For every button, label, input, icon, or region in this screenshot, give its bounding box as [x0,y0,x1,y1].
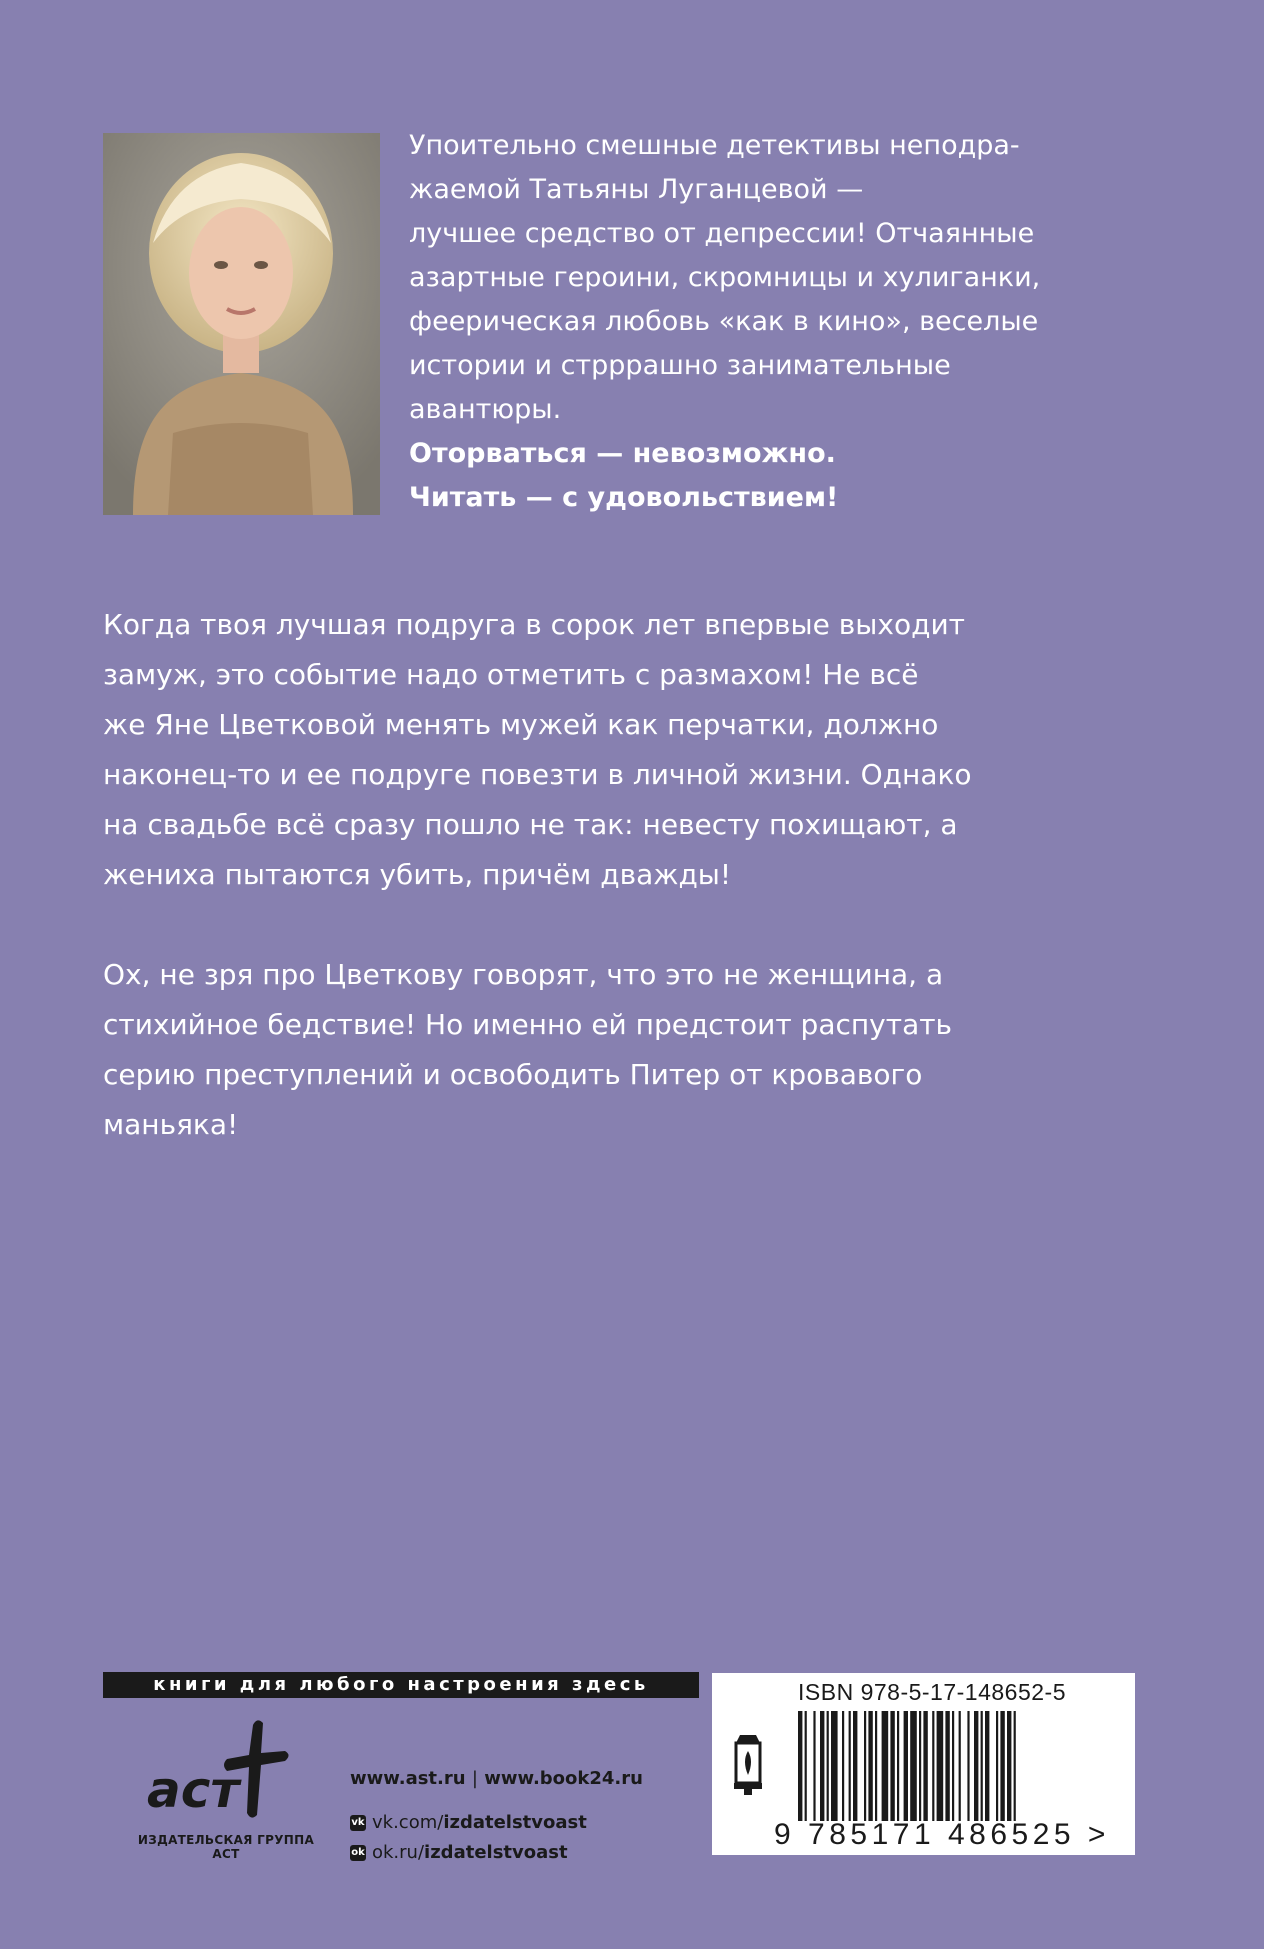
barcode-bars [798,1711,1098,1821]
description-line: на свадьбе всё сразу пошло не так: невесту похищают, а [103,808,958,841]
barcode-bar [897,1711,899,1821]
barcode-bar [985,1711,989,1821]
description-line: маньяка! [103,1108,239,1141]
intro-line: Упоительно смешные детективы неподра- [409,130,1020,161]
barcode-bar [813,1711,815,1821]
description-paragraph-2 [103,950,1103,1150]
intro-line: лучшее средство от депрессии! Отчаянные [409,218,1035,249]
intro-text [409,124,1089,520]
barcode-bar [805,1711,807,1821]
ok-prefix: ok.ru/ [372,1842,425,1863]
isbn-number: ISBN 978-5-17-148652-5 [798,1679,1066,1705]
intro-line: феерическая любовь «как в кино», веселые [409,306,1039,337]
vk-icon: vk [350,1815,366,1831]
barcode-bar [831,1711,838,1821]
barcode-bar [937,1711,944,1821]
intro-line: истории и стрррашно занимательные [409,350,951,381]
barcode-bar [882,1711,889,1821]
description-line: серию преступлений и освободить Питер от кровавого [103,1058,923,1091]
barcode-bar [932,1711,934,1821]
website-links-row [350,1764,643,1794]
logo-caption: ИЗДАТЕЛЬСКАЯ ГРУППА АСТ [137,1833,315,1861]
description-line: жениха пытаются убить, причём дважды! [103,858,732,891]
barcode-bar [904,1711,908,1821]
vk-prefix: vk.com/ [372,1812,444,1833]
vk-handle: izdatelstvoast [443,1812,587,1833]
barcode-bar [868,1711,872,1821]
logo-wordmark: аст [147,1761,240,1819]
author-photo [103,133,380,515]
barcode-bar [910,1711,917,1821]
barcode-bar [890,1711,894,1821]
intro-line: азартные героини, скромницы и хулиганки, [409,262,1041,293]
barcode-bar [842,1711,844,1821]
ast-logo [145,1715,295,1825]
barcode-bar [967,1711,969,1821]
ok-link-row[interactable] [350,1838,643,1868]
description-paragraph-1 [103,600,1103,900]
intro-bold-line: Оторваться — невозможно. [409,438,836,469]
barcode-bar [959,1711,961,1821]
lantern-icon [730,1733,766,1795]
barcode-bar [1007,1711,1011,1821]
ok-handle: izdatelstvoast [424,1842,568,1863]
barcode-bar [996,1711,998,1821]
intro-bold-line: Читать — с удовольствием! [409,482,839,513]
description-line: Когда твоя лучшая подруга в сорок лет впервые выходит [103,608,965,641]
link-separator: | [471,1768,478,1789]
publisher-links [350,1764,643,1868]
barcode-digits: 9 785171 486525 > [774,1818,1110,1851]
description-line: же Яне Цветковой менять мужей как перчатки, должно [103,708,939,741]
description-line: замуж, это событие надо отметить с размахом! Не всё [103,658,919,691]
vk-link-row[interactable] [350,1808,643,1838]
barcode-bar [923,1711,927,1821]
barcode-bar [1014,1711,1016,1821]
intro-line: авантюры. [409,394,562,425]
barcode-bar [919,1711,921,1821]
site-link-book24[interactable]: www.book24.ru [484,1768,643,1789]
barcode-bar [945,1711,949,1821]
intro-line: жаемой Татьяны Луганцевой — [409,174,864,205]
site-link-ast[interactable]: www.ast.ru [350,1768,466,1789]
barcode-bar [952,1711,954,1821]
barcode-bar [864,1711,866,1821]
description-line: стихийное бедствие! Но именно ей предстоит распутать [103,1008,953,1041]
description-line: наконец-то и ее подруге повезти в личной жизни. Однако [103,758,972,791]
barcode-bar [798,1711,802,1821]
barcode-bar [981,1711,983,1821]
barcode-bar [1000,1711,1004,1821]
barcode-bar [875,1711,877,1821]
barcode-bar [849,1711,851,1821]
isbn-barcode-box [712,1673,1135,1855]
barcode-bar [827,1711,829,1821]
barcode-bar [853,1711,857,1821]
barcode-bar [820,1711,824,1821]
ok-icon: ok [350,1845,366,1861]
book-description [103,600,1103,1200]
slogan-bar: книги для любого настроения здесь [103,1672,699,1698]
description-line: Ох, не зря про Цветкову говорят, что это не женщина, а [103,958,944,991]
barcode-bar [974,1711,978,1821]
